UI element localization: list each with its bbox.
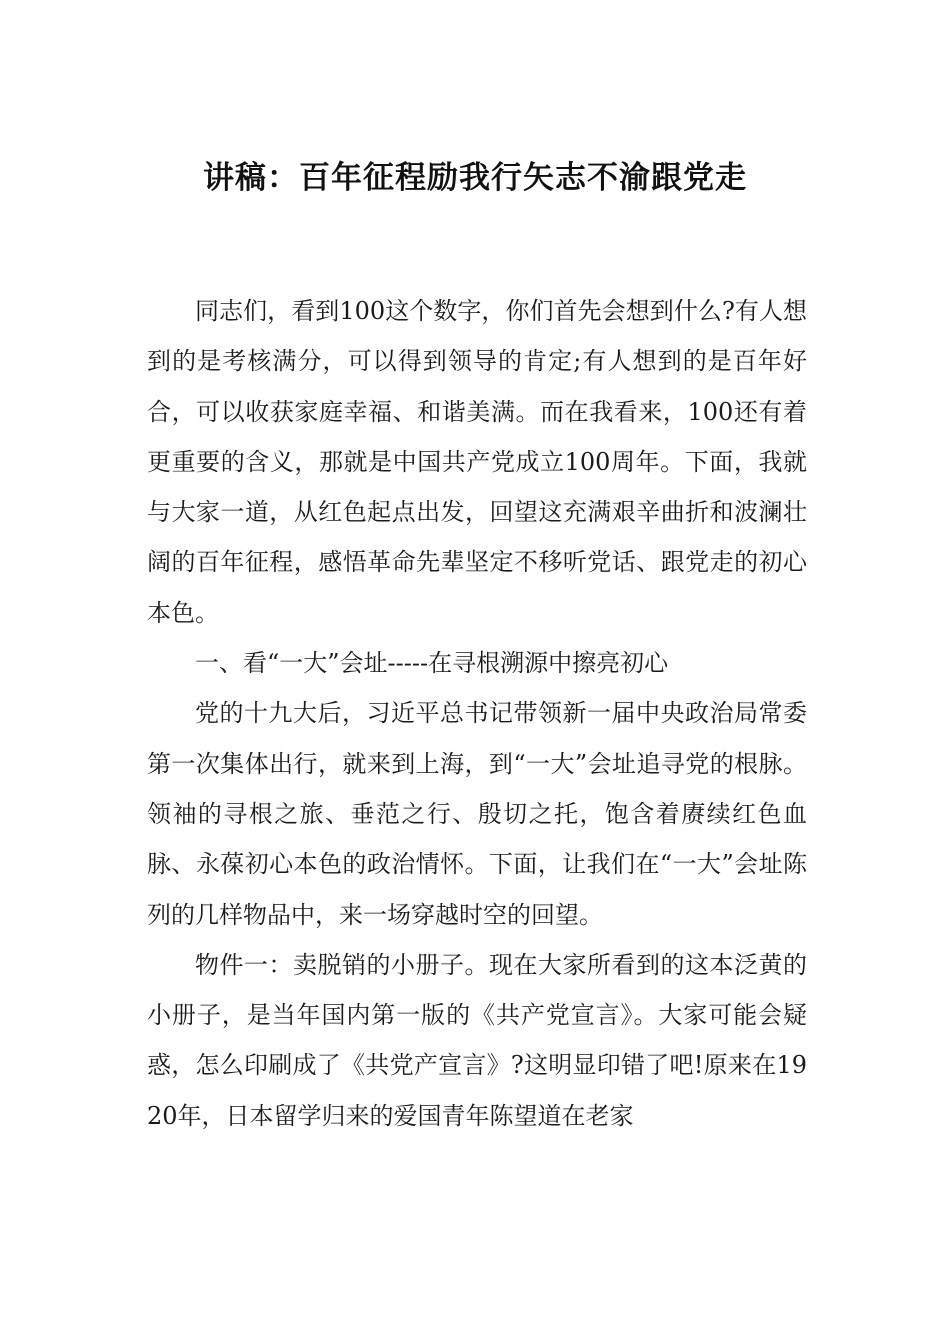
section-heading-1: 一、看“一大”会址-----在寻根溯源中擦亮初心 [195,649,669,678]
paragraph-section-1-intro: 党的十九大后，习近平总书记带领新一届中央政治局常委第一次集体出行，就来到上海，到“一大”会址追寻党的根脉。领袖的寻根之旅、垂范之行、殷切之托，饱含着赓续红色血脉、永葆初心本色的政治情怀。下面，让我们在“一大”会址陈列的几样物品中，来一场穿越时空的回望。 [147,699,807,929]
paragraph-intro: 同志们，看到100这个数字，你们首先会想到什么?有人想到的是考核满分，可以得到领导的肯定;有人想到的是百年好合，可以收获家庭幸福、和谐美满。而在我看来，100还有着更重要的含义，那就是中国共产党成立100周年。下面，我就与大家一道，从红色起点出发，回望这充满艰辛曲折和波澜壮阔的百年征程，感悟革命先辈坚定不移听党话、跟党走的初心本色。 [147,297,807,627]
paragraph-item-1: 物件一：卖脱销的小册子。现在大家所看到的这本泛黄的小册子，是当年国内第一版的《共产党宣言》。大家可能会疑惑，怎么印刷成了《共党产宣言》?这明显印错了吧!原来在1920年，日本留学归来的爱国青年陈望道在老家 [147,950,807,1130]
document-body [147,286,807,1141]
document-title: 讲稿：百年征程励我行矢志不渝跟党走 [203,160,747,196]
